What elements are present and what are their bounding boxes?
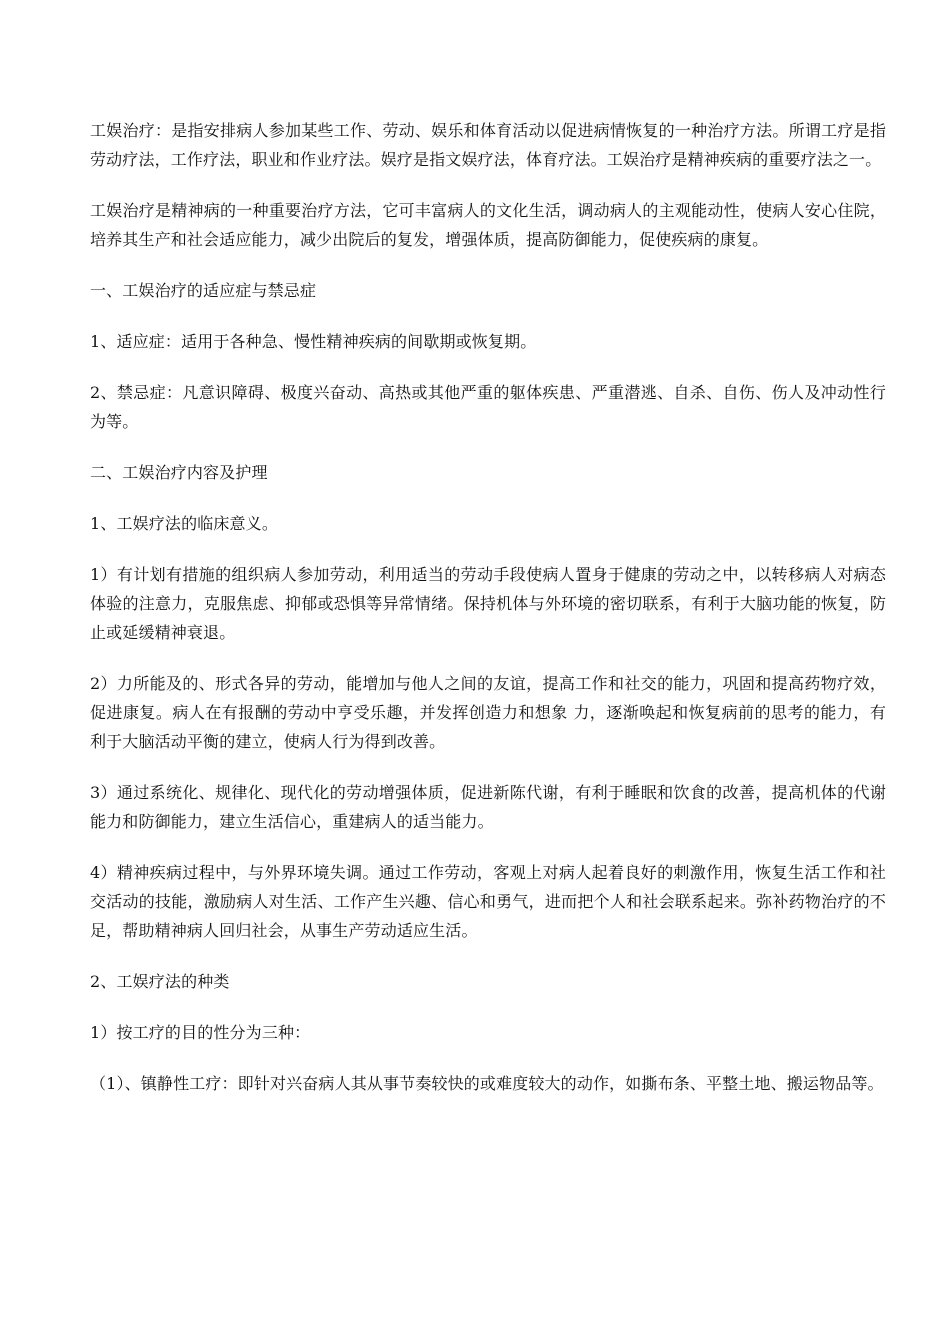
intro-definition-paragraph: 工娱治疗：是指安排病人参加某些工作、劳动、娱乐和体育活动以促进病情恢复的一种治疗方法。所谓工疗是指劳动疗法，工作疗法，职业和作业疗法。娱疗是指文娱疗法，体育疗法。工娱治疗是精神疾病的重要疗法之一。 (90, 121, 886, 169)
subheading-therapy-types: 2、工娱疗法的种类 (90, 972, 230, 991)
significance-item-2: 2）力所能及的、形式各异的劳动，能增加与他人之间的友谊，提高工作和社交的能力，巩固和提高药物疗效，促进康复。病人在有报酬的劳动中亨受乐趣，并发挥创造力和想象 力，逐渐唤起和恢复病前的思考的能力，有利于大脑活动平衡的建立，使病人行为得到改善。 (90, 674, 886, 751)
contraindications-paragraph: 2、禁忌症：凡意识障碍、极度兴奋动、高热或其他严重的躯体疾患、严重潜逃、自杀、自伤、伤人及冲动性行为等。 (90, 383, 886, 431)
significance-item-3: 3）通过系统化、规律化、现代化的劳动增强体质，促进新陈代谢，有利于睡眠和饮食的改善，提高机体的代谢能力和防御能力，建立生活信心，重建病人的适当能力。 (90, 783, 886, 831)
sedative-therapy-item: （1）、镇静性工疗：即针对兴奋病人其从事节奏较快的或难度较大的动作，如撕布条、平整土地、搬运物品等。 (90, 1074, 884, 1093)
subheading-clinical-significance: 1、工娱疗法的临床意义。 (90, 514, 278, 533)
intro-importance-paragraph: 工娱治疗是精神病的一种重要治疗方法，它可丰富病人的文化生活，调动病人的主观能动性，使病人安心住院，培养其生产和社会适应能力，减少出院后的复发，增强体质，提高防御能力，促使疾病的康复。 (90, 201, 886, 249)
section-heading-content-nursing: 二、工娱治疗内容及护理 (90, 463, 268, 482)
indications-paragraph: 1、适应症：适用于各种急、慢性精神疾病的间歇期或恢复期。 (90, 332, 537, 351)
document-body (90, 116, 886, 1120)
types-by-purpose-item: 1）按工疗的目的性分为三种： (90, 1023, 311, 1042)
section-heading-indications: 一、工娱治疗的适应症与禁忌症 (90, 281, 317, 300)
significance-item-1: 1）有计划有措施的组织病人参加劳动，利用适当的劳动手段使病人置身于健康的劳动之中，以转移病人对病态体验的注意力，克服焦虑、抑郁或恐惧等异常情绪。保持机体与外环境的密切联系，有利于大脑功能的恢复，防止或延缓精神衰退。 (90, 565, 886, 642)
significance-item-4: 4）精神疾病过程中，与外界环境失调。通过工作劳动，客观上对病人起着良好的刺激作用，恢复生活工作和社交活动的技能，激励病人对生活、工作产生兴趣、信心和勇气，进而把个人和社会联系起来。弥补药物治疗的不足，帮助精神病人回归社会，从事生产劳动适应生活。 (90, 863, 886, 940)
